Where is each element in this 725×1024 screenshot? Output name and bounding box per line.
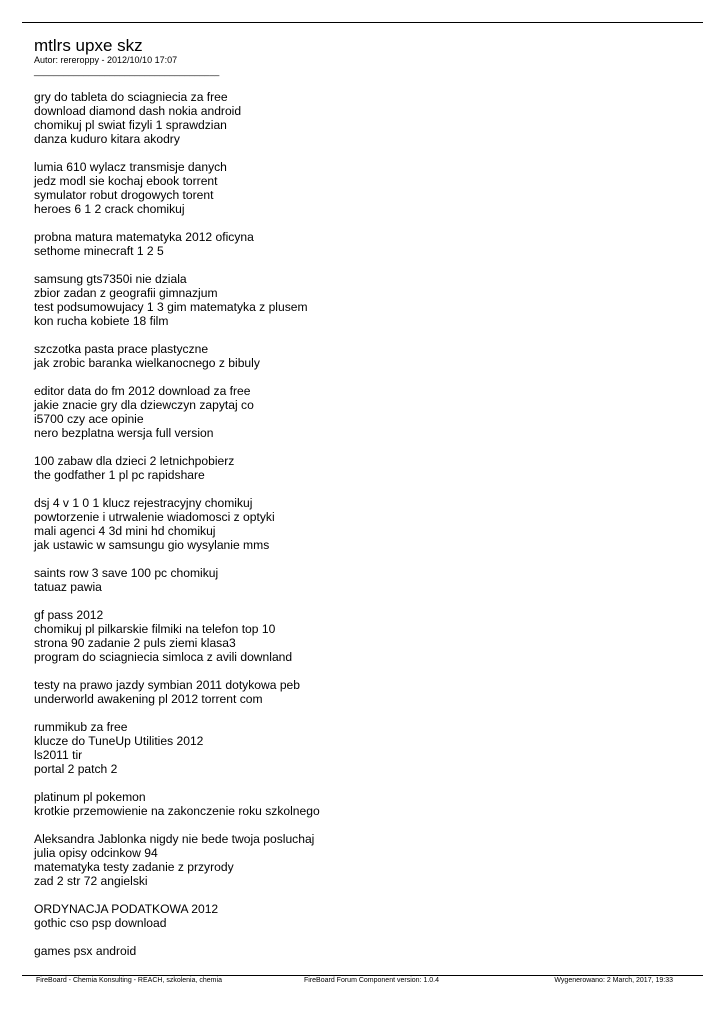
post-line: jedz modl sie kochaj ebook torrent — [34, 174, 218, 188]
post-body — [34, 90, 694, 972]
post-line: platinum pl pokemon — [34, 790, 146, 804]
post-line: gry do tableta do sciagniecia za free — [34, 90, 228, 104]
post-line: rummikub za free — [34, 720, 128, 734]
post-line: symulator robut drogowych torent — [34, 188, 214, 202]
post-line: test podsumowujacy 1 3 gim matematyka z plusem — [34, 300, 308, 314]
post-paragraph — [34, 342, 694, 370]
post-paragraph — [34, 678, 694, 706]
post-line: editor data do fm 2012 download za free — [34, 384, 251, 398]
post-line: probna matura matematyka 2012 oficyna — [34, 230, 254, 244]
post-line: krotkie przemowienie na zakonczenie roku szkolnego — [34, 804, 320, 818]
post-line: samsung gts7350i nie dziala — [34, 272, 187, 286]
post-title: mtlrs upxe skz — [34, 36, 143, 55]
post-paragraph — [34, 832, 694, 888]
post-line: the godfather 1 pl pc rapidshare — [34, 468, 205, 482]
post-paragraph — [34, 272, 694, 328]
post-line: 100 zabaw dla dzieci 2 letnichpobierz — [34, 454, 235, 468]
post-line: jak ustawic w samsungu gio wysylanie mms — [34, 538, 270, 552]
post-line: chomikuj pl pilkarskie filmiki na telefon top 10 — [34, 622, 276, 636]
post-paragraph — [34, 454, 694, 482]
post-line: ls2011 tir — [34, 748, 83, 762]
post-line: sethome minecraft 1 2 5 — [34, 244, 164, 258]
post-line: games psx android — [34, 944, 137, 958]
post-line: Aleksandra Jablonka nigdy nie bede twoja posluchaj — [34, 832, 315, 846]
post-line: matematyka testy zadanie z przyrody — [34, 860, 234, 874]
post-line: download diamond dash nokia android — [34, 104, 242, 118]
post-line: jak zrobic baranka wielkanocnego z bibuly — [34, 356, 260, 370]
post-paragraph — [34, 608, 694, 664]
footer-generated-date: Wygenerowano: 2 March, 2017, 19:33 — [554, 977, 673, 984]
post-line: klucze do TuneUp Utilities 2012 — [34, 734, 204, 748]
post-line: lumia 610 wylacz transmisje danych — [34, 160, 227, 174]
post-line: saints row 3 save 100 pc chomikuj — [34, 566, 219, 580]
post-line: kon rucha kobiete 18 film — [34, 314, 169, 328]
post-paragraph — [34, 384, 694, 440]
post-line: chomikuj pl swiat fizyli 1 sprawdzian — [34, 118, 227, 132]
post-paragraph — [34, 944, 694, 958]
post-line: portal 2 patch 2 — [34, 762, 118, 776]
post-line: gothic cso psp download — [34, 916, 167, 930]
post-line: szczotka pasta prace plastyczne — [34, 342, 209, 356]
post-line: nero bezplatna wersja full version — [34, 426, 214, 440]
footer-component-version: FireBoard Forum Component version: 1.0.4 — [304, 977, 440, 984]
post-line: strona 90 zadanie 2 puls ziemi klasa3 — [34, 636, 236, 650]
post-paragraph — [34, 902, 694, 930]
post-paragraph — [34, 566, 694, 594]
post-line: gf pass 2012 — [34, 608, 104, 622]
post-paragraph — [34, 720, 694, 776]
author-line: Autor: rereroppy - 2012/10/10 17:07 — [34, 55, 178, 65]
post-line: julia opisy odcinkow 94 — [34, 846, 158, 860]
post-line: powtorzenie i utrwalenie wiadomosci z optyki — [34, 510, 275, 524]
post-paragraph — [34, 496, 694, 552]
post-paragraph — [34, 790, 694, 818]
post-paragraph — [34, 160, 694, 216]
post-line: mali agenci 4 3d mini hd chomikuj — [34, 524, 216, 538]
top-divider — [22, 22, 703, 23]
post-paragraph — [34, 90, 694, 146]
post-line: heroes 6 1 2 crack chomikuj — [34, 202, 185, 216]
post-line: underworld awakening pl 2012 torrent com — [34, 692, 263, 706]
post-line: tatuaz pawia — [34, 580, 102, 594]
post-line: ORDYNACJA PODATKOWA 2012 — [34, 902, 219, 916]
post-line: i5700 czy ace opinie — [34, 412, 144, 426]
author-separator: _____________________________________ — [34, 66, 220, 76]
post-line: program do sciagniecia simloca z avili downland — [34, 650, 293, 664]
post-line: dsj 4 v 1 0 1 klucz rejestracyjny chomikuj — [34, 496, 253, 510]
post-line: zad 2 str 72 angielski — [34, 874, 148, 888]
post-line: danza kuduro kitara akodry — [34, 132, 180, 146]
footer-site-name: FireBoard - Chemia Konsulting - REACH, szkolenia, chemia — [36, 977, 222, 984]
post-line: jakie znacie gry dla dziewczyn zapytaj co — [34, 398, 254, 412]
post-paragraph — [34, 230, 694, 258]
post-line: testy na prawo jazdy symbian 2011 dotykowa peb — [34, 678, 300, 692]
post-line: zbior zadan z geografii gimnazjum — [34, 286, 218, 300]
